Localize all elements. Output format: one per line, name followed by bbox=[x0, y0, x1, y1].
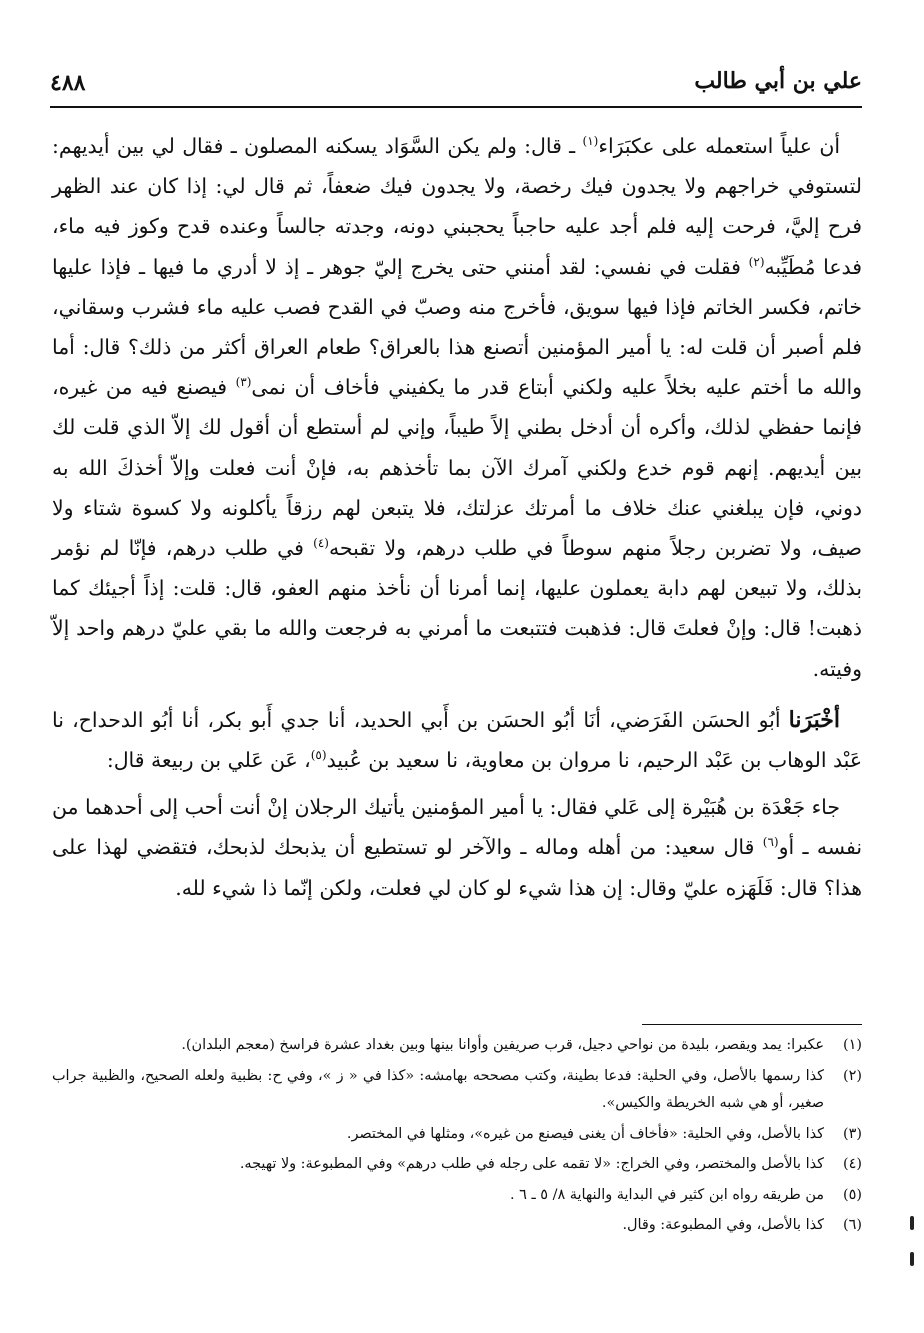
footnote-ref-2: (٢) bbox=[748, 254, 765, 269]
footnote-text: كذا بالأصل، وفي المطبوعة: وقال. bbox=[622, 1217, 824, 1233]
footnote-text: كذا بالأصل، وفي الحلية: «فأخاف أن يغنى فيصنع من غيره»، ومثلها في المختصر. bbox=[346, 1125, 824, 1142]
text-run: ـ قال: ولم يكن السَّوَاد يسكنه المصلون ـ فقال لي بين أيديهم: لتستوفي خراجهم ولا يجدون فيك رخصة، ولا يجدون فيك ضعفاً، ثم قال لي: إذا كان عند الظهر فرح إليَّ، فرحت إليه فلم أجد عليه حاجباً يحجبني دونه، وجدته جالساً وعنده قدح وكوز فيه ماء، فدعا مُطَيِّبه bbox=[52, 134, 862, 279]
footnote-number: (٥) bbox=[843, 1186, 862, 1203]
scan-edge-mark bbox=[910, 1252, 914, 1266]
footnote-ref-5: (٥) bbox=[310, 748, 327, 763]
text-run: فقلت في نفسي: لقد أمنني حتى يخرج إليّ جوهر ـ إذ لا أدري ما فيها ـ فإذا عليها خاتم، فكسر الخاتم فإذا فيها سويق، فأخرج منه وصبّ في القدح فصب عليه ماء فشرب وسقاني، فلم أصبر أن قلت له: يا أمير المؤمنين أتصنع هذا بالعراق؟ طعام العراق أكثر من ذلك؟ قال: أما والله ما أختم عليه بخلاً عليه ولكني أبتاع قدر ما يكفيني فأخاف أن نمى bbox=[52, 254, 862, 400]
footnote-ref-6: (٦) bbox=[762, 835, 779, 850]
footnote-number: (٢) bbox=[843, 1067, 862, 1084]
paragraph-isnad bbox=[52, 700, 862, 780]
page-number: ٤٨٨ bbox=[50, 70, 86, 96]
footnote-text: عكبرا: يمد ويقصر، بليدة من نواحي دجيل، قرب صريفين وأوانا بينها وبين بغداد عشرة فراسخ (معجم البلدان). bbox=[181, 1037, 824, 1053]
footnote-divider bbox=[642, 1024, 862, 1025]
isnad-lead-word: أخْبَرَنا bbox=[788, 706, 840, 733]
scan-edge-mark bbox=[910, 1216, 914, 1230]
footnote-number: (٤) bbox=[843, 1156, 862, 1172]
footnote-ref-1: (١) bbox=[582, 134, 599, 149]
footnote bbox=[52, 1151, 862, 1179]
footnote bbox=[52, 1212, 862, 1240]
text-run: أن علياً استعمله على عكبَرَاء bbox=[598, 134, 840, 158]
text-run: فيصنع فيه من غيره، فإنما حفظي لذلك، وأكره أن أدخل بطني إلاً طيباً، وإني لم أستطع أن أقول لك إلاّ الذي قلت لك بين أيديهم. إنهم قوم خدع ولكني آمرك الآن بما تأخذهم به، فإنْ أنت فعلت وإلاّ أخذكَ الله به دوني، فإن يبلغني عنك خلاف ما أمرتك عزلتك، فلا يتبعن لهم رزقاً يأكلونه ولا كسوة شتاء ولا صيف، ولا تضربن رجلاً منهم سوطاً في طلب درهم، ولا تقبحه bbox=[52, 375, 862, 561]
footnote-number: (٦) bbox=[843, 1217, 862, 1233]
footnote bbox=[52, 1063, 862, 1118]
main-text bbox=[52, 126, 862, 908]
footnote-ref-3: (٣) bbox=[235, 375, 252, 390]
text-run: جاء جَعْدَة بن هُبَيْرة إلى عَلي فقال: يا أمير المؤمنين يأتيك الرجلان إنْ أنت أحب إلى أحدهما من نفسه ـ أو bbox=[52, 795, 862, 860]
paragraph-narrative bbox=[52, 787, 862, 908]
text-run: في طلب درهم، فإنّا لم نؤمر بذلك، ولا تبيعن لهم دابة يعملون عليها، إنما أمرنا أن نأخذ منهم العفو، قال: قلت: إذاً أجيئك كما ذهبت! قال: وإنْ فعلتَ قال: فذهبت فتتبعت ما أمرني به فرجعت والله ما بقي عليّ درهم واحد إلاّ وفيته. bbox=[52, 536, 862, 681]
text-run: أبُو الحسَن الفَرَضي، أنَا أبُو الحسَن بن أَبي الحديد، أنا جدي أَبو بكر، أنا أبُو الدحداح، نا عَبْد الوهاب بن عَبْد الرحيم، نا مروان بن معاوية، نا سعيد بن عُبيد bbox=[52, 707, 862, 773]
footnote bbox=[52, 1182, 862, 1210]
footnote-number: (٣) bbox=[843, 1125, 862, 1142]
footnote-ref-4: (٤) bbox=[313, 536, 329, 551]
page-header bbox=[50, 62, 862, 108]
text-run: قال سعيد: من أهله وماله ـ والآخر لو تستطيع أن يذبحك لذبحك، فتقضي لهذا على هذا؟ قال: فَلَهَزه عليّ وقال: إن هذا شيء لو كان لي فعلت، ولكن إنّما ذا شيء لله. bbox=[52, 835, 862, 900]
footnotes bbox=[52, 1032, 862, 1243]
footnote-text: من طريقه رواه ابن كثير في البداية والنهاية ٨/ ٥ ـ ٦ . bbox=[510, 1186, 824, 1203]
footnote-text: كذا بالأصل والمختصر، وفي الخراج: «لا تقمه على رجله في طلب درهم» وفي المطبوعة: ولا تهيجه. bbox=[239, 1156, 824, 1172]
running-title: علي بن أبي طالب bbox=[694, 68, 862, 94]
footnote bbox=[52, 1032, 862, 1060]
footnote-number: (١) bbox=[843, 1037, 862, 1053]
paragraph-report bbox=[52, 126, 862, 689]
footnote-text: كذا رسمها بالأصل، وفي الحلية: فدعا بطينة، وكتب مصححه بهامشه: «كذا في « ز »، وفي ح: بظبية ولعله الصحيح، والظبية جراب صغير، أو هي شبه الخريطة والكيس». bbox=[52, 1067, 824, 1111]
text-run: ، عَن عَلي بن ربيعة قال: bbox=[106, 748, 311, 773]
footnote bbox=[52, 1121, 862, 1149]
